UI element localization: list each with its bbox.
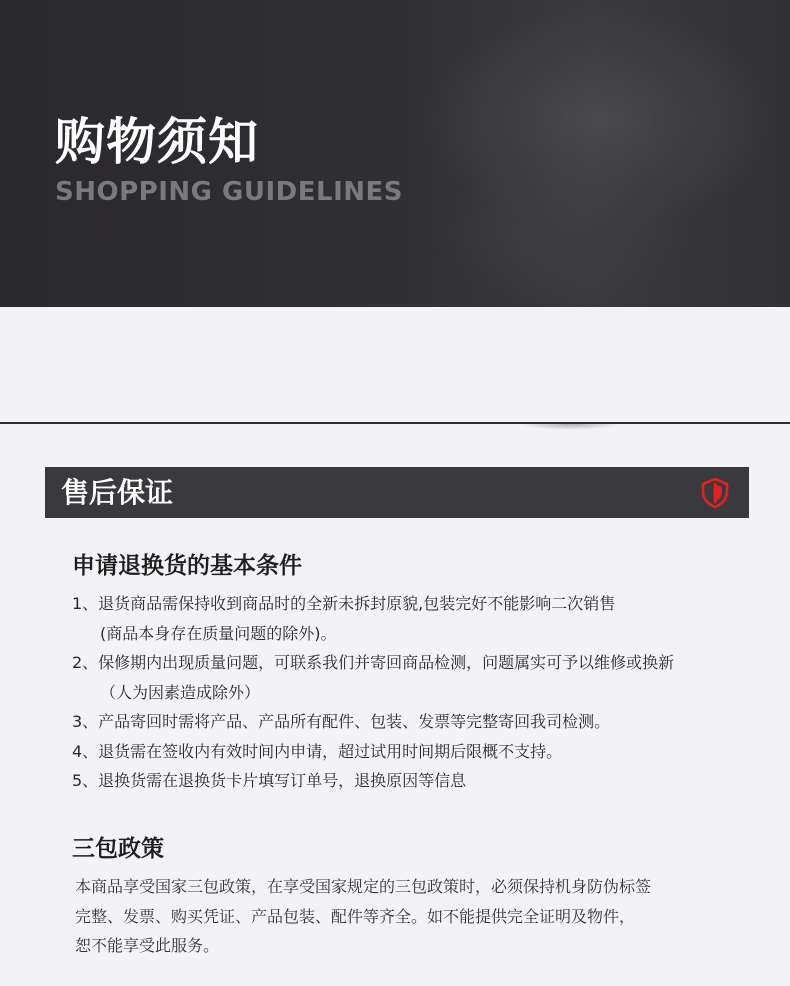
page-subtitle: SHOPPING GUIDELINES bbox=[55, 177, 403, 207]
rule-line: 4、退货需在签收内有效时间内申请，超过试用时间期后限概不支持。 bbox=[72, 741, 563, 761]
return-conditions-heading: 申请退换货的基本条件 bbox=[72, 553, 302, 579]
warranty-policy-text bbox=[75, 872, 755, 961]
section-divider bbox=[0, 422, 790, 424]
policy-line: 恕不能享受此服务。 bbox=[75, 936, 220, 955]
policy-line: 本商品享受国家三包政策，在享受国家规定的三包政策时，必须保持机身防伪标签 bbox=[75, 877, 652, 896]
page-title: 购物须知 bbox=[55, 113, 259, 171]
rule-line: 3、产品寄回时需将产品、产品所有配件、包装、发票等完整寄回我司检测。 bbox=[72, 712, 611, 731]
warranty-policy-heading: 三包政策 bbox=[72, 836, 164, 862]
divider-shadow bbox=[520, 424, 620, 436]
rule-line: （人为因素造成除外） bbox=[100, 682, 261, 702]
rule-line: 1、退货商品需保持收到商品时的全新未拆封原貌,包装完好不能影响二次销售 bbox=[72, 594, 616, 613]
rule-line: (商品本身存在质量问题的除外)。 bbox=[100, 623, 337, 643]
after-sales-section-bar bbox=[45, 467, 749, 518]
rule-line: 5、退换货需在退换货卡片填写订单号，退换原因等信息 bbox=[72, 771, 467, 790]
policy-line: 完整、发票、购买凭证、产品包装、配件等齐全。如不能提供完全证明及物件， bbox=[75, 906, 636, 926]
return-conditions-list bbox=[72, 589, 772, 796]
hero-banner bbox=[0, 0, 790, 307]
shield-icon bbox=[699, 477, 731, 509]
section-title: 售后保证 bbox=[61, 476, 174, 509]
rule-line: 2、保修期内出现质量问题，可联系我们并寄回商品检测，问题属实可予以维修或换新 bbox=[72, 653, 675, 672]
